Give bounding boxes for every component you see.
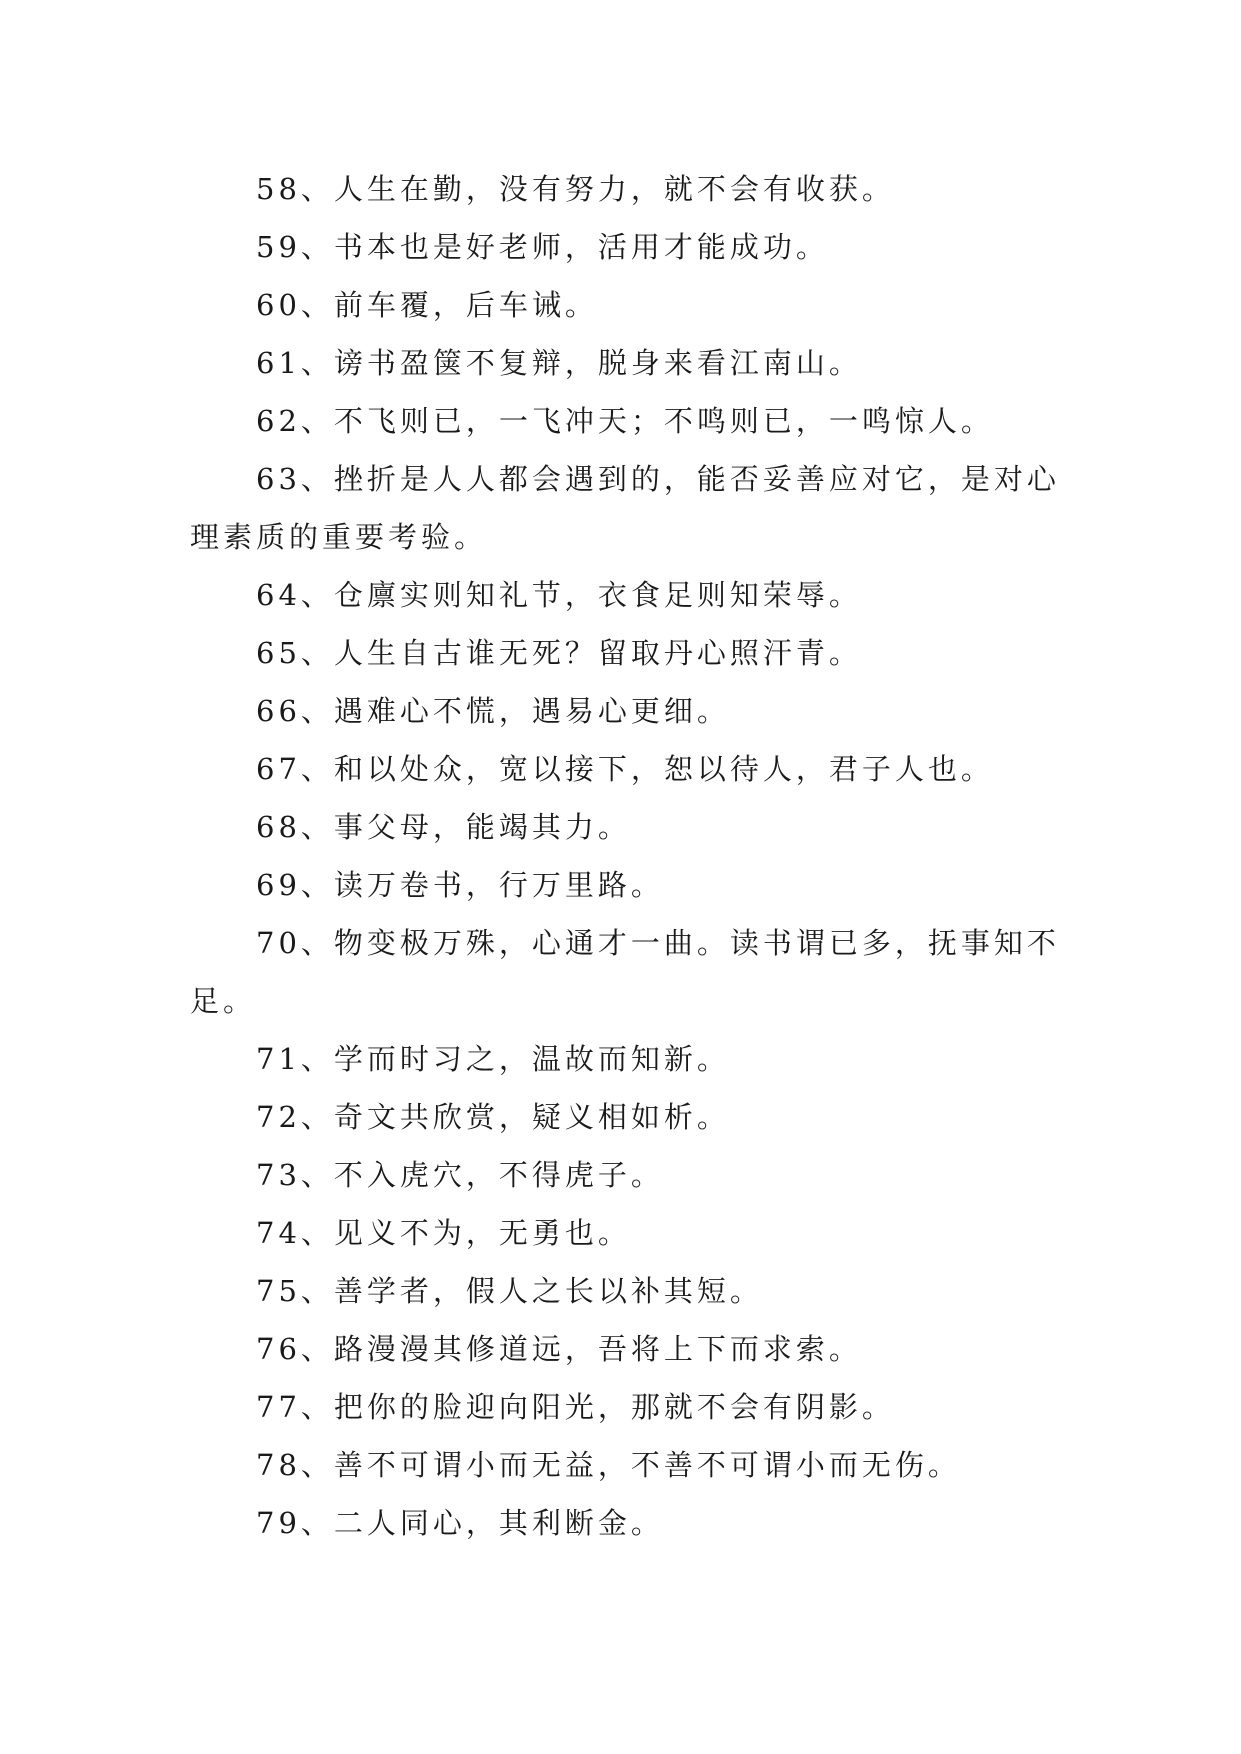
list-item: 68、事父母，能竭其力。 bbox=[256, 810, 631, 844]
list-item: 61、谤书盈箧不复辩，脱身来看江南山。 bbox=[256, 346, 862, 380]
list-item: 74、见义不为，无勇也。 bbox=[256, 1216, 631, 1250]
list-item: 75、善学者，假人之长以补其短。 bbox=[256, 1274, 763, 1308]
list-item: 59、书本也是好老师，活用才能成功。 bbox=[256, 230, 829, 264]
list-item: 70、物变极万殊，心通才一曲。读书谓已多，抚事知不足。 bbox=[190, 926, 1060, 1018]
list-item: 77、把你的脸迎向阳光，那就不会有阴影。 bbox=[256, 1390, 895, 1424]
list-item: 66、遇难心不慌，遇易心更细。 bbox=[256, 694, 730, 728]
list-item: 72、奇文共欣赏，疑义相如析。 bbox=[256, 1100, 730, 1134]
list-item: 76、路漫漫其修道远，吾将上下而求索。 bbox=[256, 1332, 862, 1366]
list-item: 62、不飞则已，一飞冲天；不鸣则已，一鸣惊人。 bbox=[256, 404, 994, 438]
list-item: 63、挫折是人人都会遇到的，能否妥善应对它，是对心理素质的重要考验。 bbox=[190, 462, 1060, 554]
list-item: 73、不入虎穴，不得虎子。 bbox=[256, 1158, 664, 1192]
list-item: 78、善不可谓小而无益，不善不可谓小而无伤。 bbox=[256, 1448, 961, 1482]
list-item: 64、仓廪实则知礼节，衣食足则知荣辱。 bbox=[256, 578, 862, 612]
list-item: 67、和以处众，宽以接下，恕以待人，君子人也。 bbox=[256, 752, 994, 786]
list-item: 60、前车覆，后车诫。 bbox=[256, 288, 598, 322]
list-item: 79、二人同心，其利断金。 bbox=[256, 1506, 664, 1540]
list-item: 65、人生自古谁无死？留取丹心照汗青。 bbox=[256, 636, 862, 670]
list-item: 71、学而时习之，温故而知新。 bbox=[256, 1042, 730, 1076]
quote-list bbox=[190, 160, 1060, 1552]
list-item: 69、读万卷书，行万里路。 bbox=[256, 868, 664, 902]
list-item: 58、人生在勤，没有努力，就不会有收获。 bbox=[256, 172, 895, 206]
